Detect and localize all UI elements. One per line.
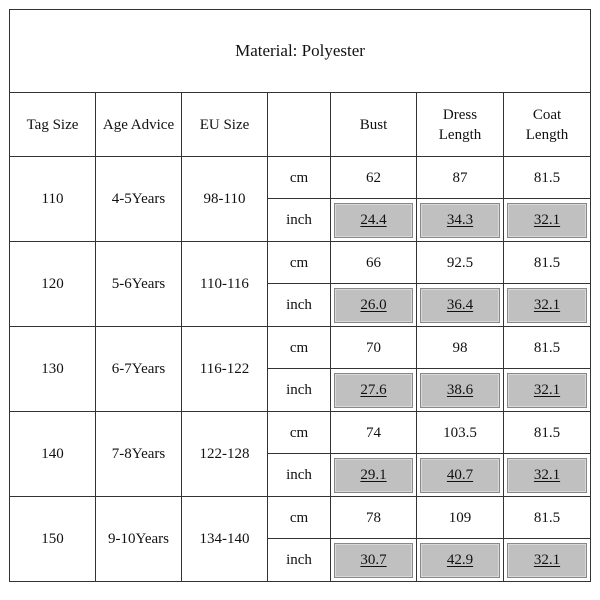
dress-inch-cell xyxy=(417,369,504,412)
eu-size-cell: 134-140 xyxy=(182,497,268,582)
dress-inch-value: 38.6 xyxy=(420,373,500,408)
age-advice-cell: 4-5Years xyxy=(96,157,182,242)
size-chart xyxy=(9,9,590,594)
bust-cm-cell: 66 xyxy=(331,242,417,284)
bust-cm-cell: 70 xyxy=(331,327,417,369)
header-row xyxy=(10,93,591,157)
dress-cm-cell: 92.5 xyxy=(417,242,504,284)
unit-inch-cell: inch xyxy=(268,369,331,412)
header-age-advice: Age Advice xyxy=(96,93,182,157)
dress-inch-cell xyxy=(417,539,504,582)
dress-inch-value: 42.9 xyxy=(420,543,500,578)
dress-cm-cell: 98 xyxy=(417,327,504,369)
table-row xyxy=(10,242,591,284)
bust-inch-value: 24.4 xyxy=(334,203,413,238)
dress-cm-cell: 109 xyxy=(417,497,504,539)
header-tag-size: Tag Size xyxy=(10,93,96,157)
coat-cm-cell: 81.5 xyxy=(504,242,591,284)
header-dress-line-1: Dress xyxy=(442,106,478,123)
coat-inch-value: 32.1 xyxy=(507,543,587,578)
coat-inch-cell xyxy=(504,539,591,582)
header-dress-length xyxy=(417,93,504,157)
age-advice-cell: 7-8Years xyxy=(96,412,182,497)
table-row xyxy=(10,497,591,539)
header-bust: Bust xyxy=(331,93,417,157)
coat-cm-cell: 81.5 xyxy=(504,157,591,199)
unit-inch-cell: inch xyxy=(268,284,331,327)
unit-inch-cell: inch xyxy=(268,199,331,242)
unit-cm-cell: cm xyxy=(268,242,331,284)
bust-inch-value: 27.6 xyxy=(334,373,413,408)
coat-cm-cell: 81.5 xyxy=(504,412,591,454)
coat-inch-value: 32.1 xyxy=(507,458,587,493)
unit-inch-cell: inch xyxy=(268,539,331,582)
coat-inch-value: 32.1 xyxy=(507,373,587,408)
age-advice-cell: 9-10Years xyxy=(96,497,182,582)
bust-inch-cell xyxy=(331,454,417,497)
dress-inch-value: 36.4 xyxy=(420,288,500,323)
eu-size-cell: 116-122 xyxy=(182,327,268,412)
bust-inch-cell xyxy=(331,539,417,582)
eu-size-cell: 110-116 xyxy=(182,242,268,327)
coat-inch-cell xyxy=(504,199,591,242)
table-row xyxy=(10,412,591,454)
dress-inch-value: 34.3 xyxy=(420,203,500,238)
age-advice-cell: 6-7Years xyxy=(96,327,182,412)
unit-inch-cell: inch xyxy=(268,454,331,497)
age-advice-cell: 5-6Years xyxy=(96,242,182,327)
header-unit xyxy=(268,93,331,157)
dress-inch-cell xyxy=(417,284,504,327)
header-eu-size: EU Size xyxy=(182,93,268,157)
coat-cm-cell: 81.5 xyxy=(504,497,591,539)
table-row xyxy=(10,327,591,369)
coat-inch-cell xyxy=(504,454,591,497)
tag-size-cell: 150 xyxy=(10,497,96,582)
unit-cm-cell: cm xyxy=(268,412,331,454)
tag-size-cell: 110 xyxy=(10,157,96,242)
bust-cm-cell: 62 xyxy=(331,157,417,199)
coat-cm-cell: 81.5 xyxy=(504,327,591,369)
table-row xyxy=(10,157,591,199)
header-coat-line-2: Length xyxy=(525,126,569,143)
dress-inch-cell xyxy=(417,454,504,497)
eu-size-cell: 122-128 xyxy=(182,412,268,497)
unit-cm-cell: cm xyxy=(268,157,331,199)
header-coat-line-1: Coat xyxy=(532,106,562,123)
dress-inch-cell xyxy=(417,199,504,242)
bust-inch-value: 30.7 xyxy=(334,543,413,578)
table-title: Material: Polyester xyxy=(10,10,591,93)
unit-cm-cell: cm xyxy=(268,327,331,369)
unit-cm-cell: cm xyxy=(268,497,331,539)
bust-inch-cell xyxy=(331,284,417,327)
dress-inch-value: 40.7 xyxy=(420,458,500,493)
bust-inch-value: 26.0 xyxy=(334,288,413,323)
tag-size-cell: 120 xyxy=(10,242,96,327)
bust-cm-cell: 74 xyxy=(331,412,417,454)
coat-inch-value: 32.1 xyxy=(507,203,587,238)
dress-cm-cell: 103.5 xyxy=(417,412,504,454)
coat-inch-cell xyxy=(504,284,591,327)
bust-inch-cell xyxy=(331,369,417,412)
bust-inch-cell xyxy=(331,199,417,242)
bust-inch-value: 29.1 xyxy=(334,458,413,493)
eu-size-cell: 98-110 xyxy=(182,157,268,242)
dress-cm-cell: 87 xyxy=(417,157,504,199)
tag-size-cell: 140 xyxy=(10,412,96,497)
header-dress-line-2: Length xyxy=(438,126,482,143)
bust-cm-cell: 78 xyxy=(331,497,417,539)
tag-size-cell: 130 xyxy=(10,327,96,412)
coat-inch-value: 32.1 xyxy=(507,288,587,323)
coat-inch-cell xyxy=(504,369,591,412)
header-coat-length xyxy=(504,93,591,157)
size-table xyxy=(9,9,591,582)
